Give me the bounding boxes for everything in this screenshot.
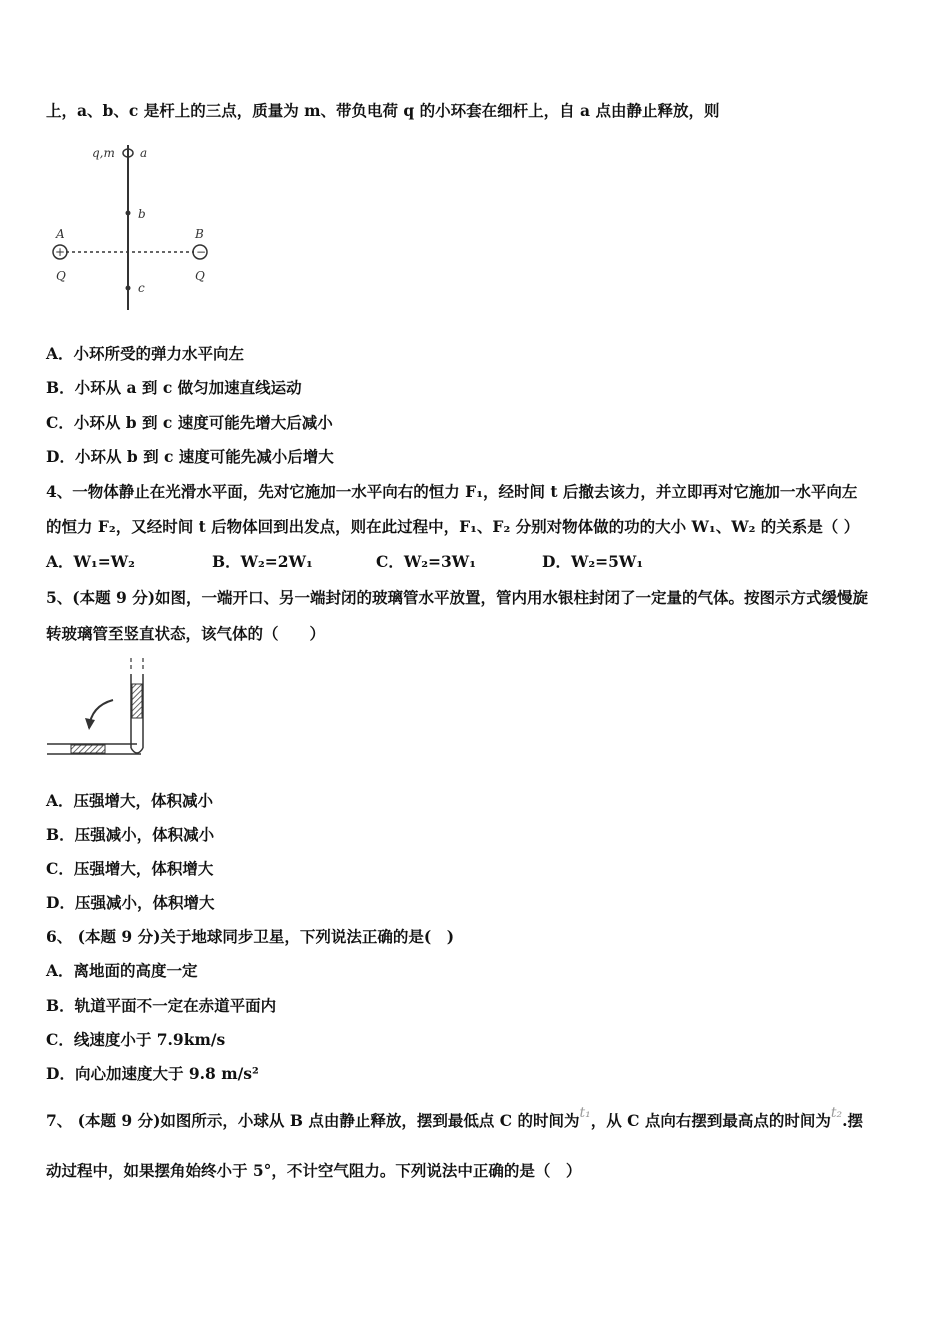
q5-stem-line2: 转玻璃管至竖直状态，该气体的（ ） <box>46 624 326 643</box>
charge-B-label: B <box>195 227 204 241</box>
q7-stem-part-c: .摆 <box>842 1111 863 1130</box>
q5-option-c: C．压强增大，体积增大 <box>46 859 214 878</box>
plus-sign: + <box>55 245 66 259</box>
q7-stem-line1 <box>46 1105 863 1132</box>
t1-symbol: t₁ <box>579 1105 591 1121</box>
q3-option-d: D．小环从 b 到 c 速度可能先减小后增大 <box>46 447 334 466</box>
q3-figure <box>50 140 230 320</box>
q7-stem-part-a: 7、 (本题 9 分)如图所示，小球从 B 点由静止释放，摆到最低点 C 的时间为 <box>46 1111 580 1130</box>
q3-option-b: B．小环从 a 到 c 做匀加速直线运动 <box>46 378 302 397</box>
q5-stem-line1: 5、(本题 9 分)如图，一端开口、另一端封闭的玻璃管水平放置，管内用水银柱封闭了一定量的气体。按图示方式缓慢旋 <box>46 588 869 607</box>
q5-figure <box>45 656 165 766</box>
t2-symbol: t₂ <box>830 1105 843 1121</box>
point-a-label: a <box>140 146 148 160</box>
point-c-label: c <box>138 281 145 295</box>
q3-option-a: A．小环所受的弹力水平向左 <box>46 344 245 363</box>
ring-label: q,m <box>92 146 115 160</box>
q5-option-d: D．压强减小，体积增大 <box>46 893 215 912</box>
q4-option-b: B．W₂=2W₁ <box>212 552 313 571</box>
q4-option-d: D．W₂=5W₁ <box>542 552 644 571</box>
charge-QA-label: Q <box>56 269 66 283</box>
q4-stem-line2: 的恒力 F₂，又经时间 t 后物体回到出发点，则在此过程中，F₁、F₂ 分别对物体做的功的大小 W₁、W₂ 的关系是（ ） <box>46 517 860 536</box>
q4-option-c: C．W₂=3W₁ <box>376 552 477 571</box>
charge-QB-label: Q <box>195 269 205 283</box>
q6-option-c: C．线速度小于 7.9km/s <box>46 1030 226 1049</box>
q6-option-b: B．轨道平面不一定在赤道平面内 <box>46 996 277 1015</box>
q5-option-a: A．压强增大，体积减小 <box>46 791 214 810</box>
q4-stem-line1: 4、一物体静止在光滑水平面，先对它施加一水平向右的恒力 F₁，经时间 t 后撤去该力，并立即再对它施加一水平向左 <box>46 482 858 501</box>
point-b-label: b <box>138 207 146 221</box>
charge-A-label: A <box>56 227 65 241</box>
q6-option-d: D．向心加速度大于 9.8 m/s² <box>46 1064 259 1083</box>
minus-sign: − <box>196 245 207 259</box>
q6-option-a: A．离地面的高度一定 <box>46 961 198 980</box>
q4-option-a: A．W₁=W₂ <box>46 552 135 571</box>
q6-stem: 6、 (本题 9 分)关于地球同步卫星，下列说法正确的是( ) <box>46 927 455 946</box>
q7-stem-line2: 动过程中，如果摆角始终小于 5°，不计空气阻力。下列说法中正确的是（ ） <box>46 1161 582 1180</box>
q3-option-c: C．小环从 b 到 c 速度可能先增大后减小 <box>46 413 333 432</box>
q3-intro: 上，a、b、c 是杆上的三点，质量为 m、带负电荷 q 的小环套在细杆上，自 a 点由静止释放，则 <box>46 101 720 120</box>
q5-option-b: B．压强减小，体积减小 <box>46 825 215 844</box>
q7-stem-part-b: ，从 C 点向右摆到最高点的时间为 <box>590 1111 831 1130</box>
